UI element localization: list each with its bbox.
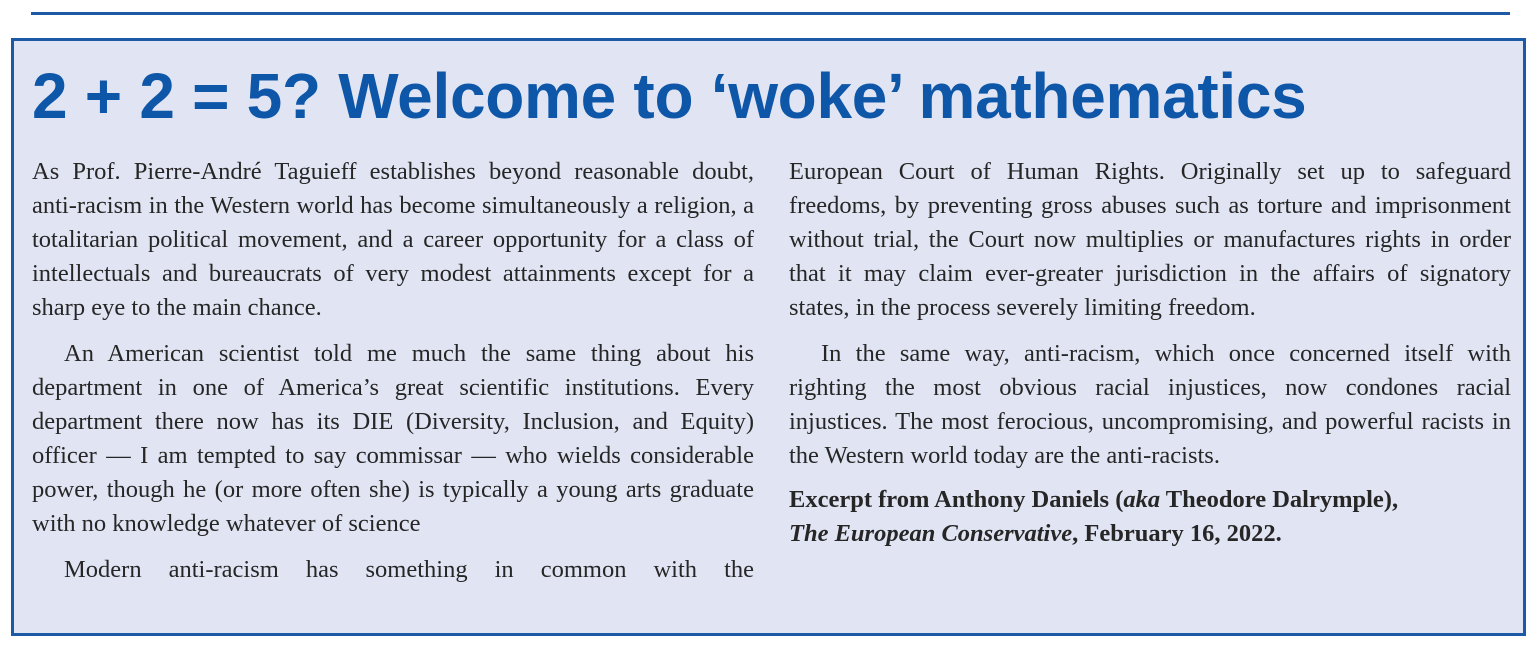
paragraph-3-start: Modern anti-racism has something in common with the bbox=[64, 556, 754, 583]
top-rule bbox=[31, 12, 1510, 15]
left-column bbox=[32, 155, 754, 599]
paragraph-4: In the same way, anti-racism, which once concerned itself with righting the most obvious racial injustices, now condones racial injustices. The most ferocious, uncompromising, and powerful racists in the Western world today are the anti-racists. bbox=[789, 340, 1511, 469]
right-column bbox=[789, 155, 1511, 563]
paragraph-2: An American scientist told me much the same thing about his department in one of America’s great scientific institutions. Every department there now has its DIE (Diversity, Inclusion, and Equity) officer — I am tempted to say commissar — who wields considerable power, though he (or more often she) is typically a young arts graduate with no knowledge whatever of science bbox=[32, 340, 754, 537]
credit-date: , February 16, 2022. bbox=[1072, 520, 1282, 547]
credit-publication: The European Conservative bbox=[789, 520, 1073, 547]
paragraph-1: As Prof. Pierre-André Taguieff establishes beyond reasonable doubt, anti-racism in the Western world has become simultaneously a religion, a totalitarian political movement, and a career opportunity for a class of intellectuals and bureaucrats of very modest attainments except for a sharp eye to the main chance. bbox=[32, 158, 754, 321]
article-title: 2 + 2 = 5? Welcome to ‘woke’ mathematics bbox=[32, 60, 1307, 132]
credit-prefix: Excerpt from Anthony Daniels ( bbox=[789, 486, 1124, 513]
credit-aka: aka bbox=[1123, 486, 1161, 513]
excerpt-credit bbox=[789, 483, 1511, 551]
paragraph-3-continued: European Court of Human Rights. Originally set up to safeguard freedoms, by preventing gross abuses such as torture and imprisonment without trial, the Court now multiplies or manufactures rights in order that it may claim ever-greater jurisdiction in the affairs of signatory states, in the process severely limiting freedom. bbox=[789, 158, 1511, 321]
article-box bbox=[11, 38, 1526, 636]
credit-name: Theodore Dalrymple), bbox=[1160, 486, 1399, 513]
